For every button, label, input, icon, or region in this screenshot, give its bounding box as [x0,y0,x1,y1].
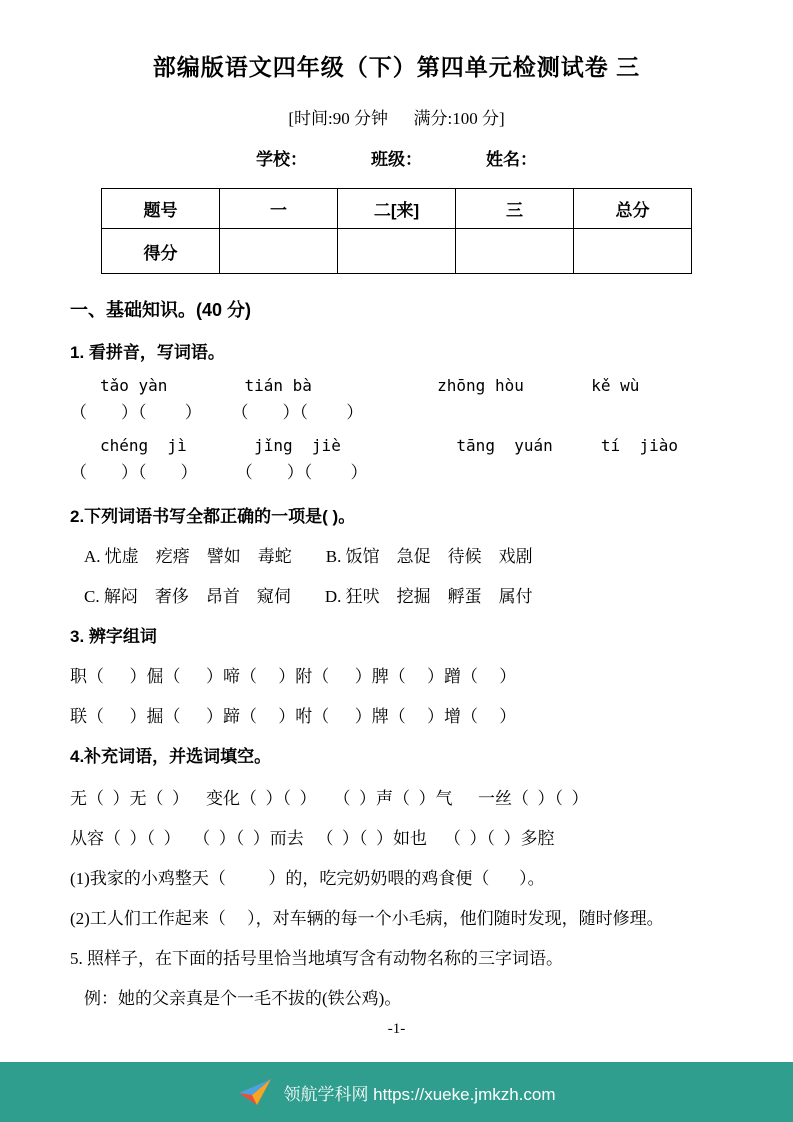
name-label: 姓名： [486,150,537,169]
score-table-cell-one: 一 [220,189,338,229]
score-table [101,188,692,274]
question-3-line-2: 联（ ）掘（ ）蹄（ ）咐（ ）牌（ ）增（ ） [70,707,517,726]
answer-blanks-line-2: （ ）（ ） （ ）（ ） [70,463,368,482]
question-3-title: 3. 辨字组词 [70,627,157,646]
score-table-cell-three: 三 [456,189,574,229]
footer-site-text: 领航学科网 https://xueke.jmkzh.com [283,1084,556,1104]
question-5-example: 例：她的父亲真是个一毛不拔的(铁公鸡)。 [84,989,402,1008]
exam-meta: [时间:90 分钟 满分:100 分] [288,109,505,128]
question-4-fill-1: (1)我家的小鸡整天（ ）的，吃完奶奶喂的鸡食便（ ）。 [70,869,545,888]
score-table-score-row [102,229,692,274]
page-number: -1- [387,1021,406,1037]
footer-bar [0,1062,793,1122]
question-4-fill-2: (2)工人们工作起来（ ），对车辆的每一个小毛病，他们随时发现，随时修理。 [70,909,664,928]
answer-blanks-line-1: （ ）（ ） （ ）（ ） [70,403,364,422]
score-table-cell-two: 二[来] [338,189,456,229]
score-table-empty-cell [220,229,338,274]
pinyin-line-2: chéng jì jǐng jiè tāng yuán tí jiào [100,436,678,455]
score-table-cell-defen: 得分 [102,229,220,274]
exam-title: 部编版语文四年级（下）第四单元检测试卷 三 [152,54,641,80]
question-1-title: 1. 看拼音，写词语。 [70,343,225,362]
question-4-line-1: 无（ ）无（ ） 变化（ ）（ ） （ ）声（ ）气 一丝（ ）（ ） [70,789,589,808]
score-table-empty-cell [456,229,574,274]
question-4-title: 4.补充词语，并选词填空。 [70,747,272,766]
paper-plane-logo-icon [237,1077,273,1107]
class-label: 班级： [371,150,422,169]
student-info-line [70,148,723,172]
question-3-line-1: 职（ ）倔（ ）啼（ ）附（ ）脾（ ）蹭（ ） [70,667,517,686]
question-2-options-ab: A. 忧虚 疙瘩 譬如 毒蛇 B. 饭馆 急促 待候 戏剧 [84,547,533,566]
score-table-header-row [102,189,692,229]
section-one-heading: 一、基础知识。(40 分) [70,300,252,320]
school-label: 学校： [256,150,307,169]
question-2-options-cd: C. 解闷 奢侈 昂首 窥伺 D. 狂吠 挖掘 孵蛋 属付 [84,587,533,606]
question-2-title: 2.下列词语书写全都正确的一项是( )。 [70,507,356,526]
question-4-line-2: 从容（ ）（ ） （ ）（ ）而去 （ ）（ ）如也 （ ）（ ）多腔 [70,829,555,848]
score-table-empty-cell [574,229,692,274]
score-table-empty-cell [338,229,456,274]
question-5-title: 5. 照样子，在下面的括号里恰当地填写含有动物名称的三字词语。 [70,949,563,968]
score-table-cell-total: 总分 [574,189,692,229]
score-table-cell-timu: 题号 [102,189,220,229]
pinyin-line-1: tǎo yàn tián bà zhōng hòu kě wù [100,376,640,395]
